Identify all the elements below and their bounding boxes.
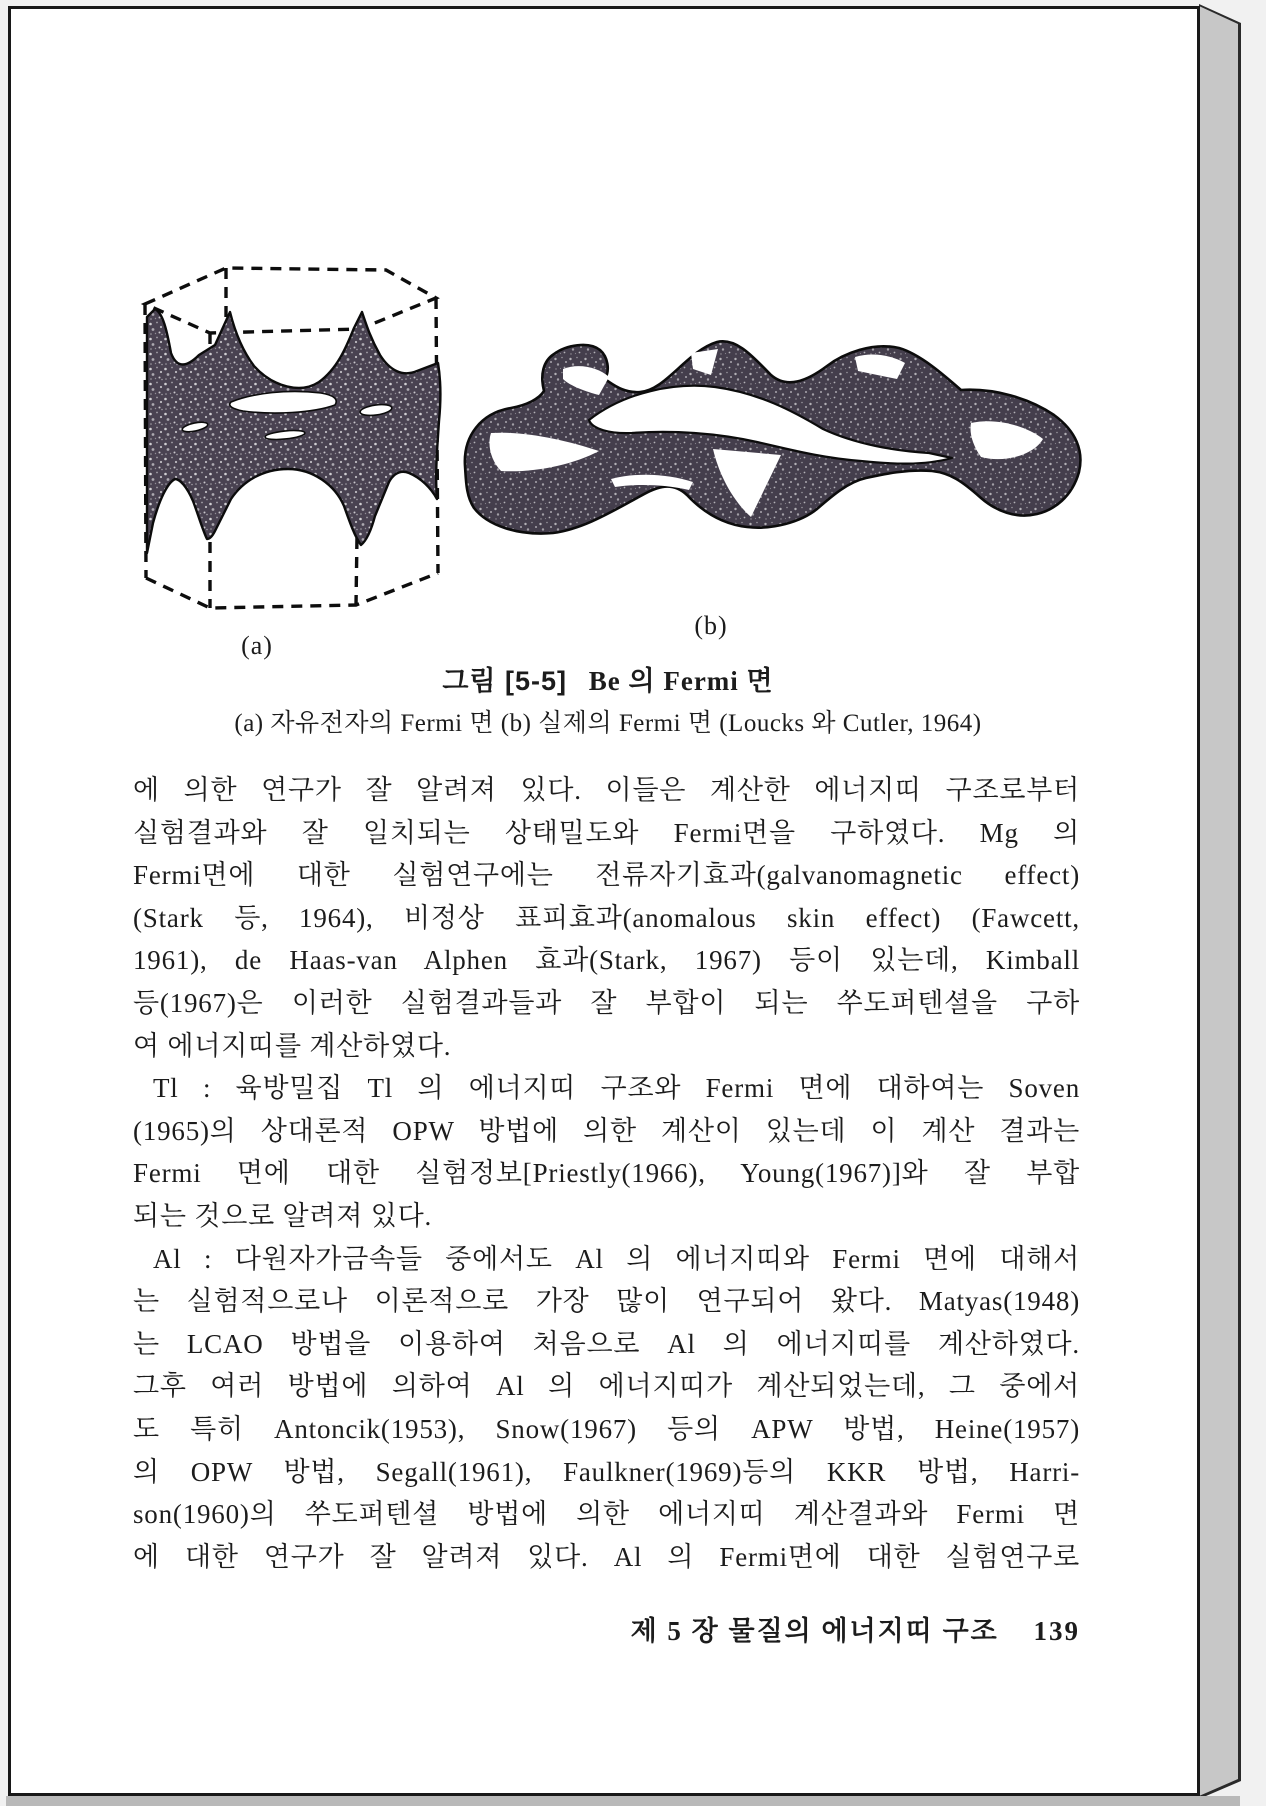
footer-chapter-title: 제 5 장 물질의 에너지띠 구조 xyxy=(630,1616,999,1646)
text-line: 1961), de Haas-van Alphen 효과(Stark, 1967) 등이 있는데, Kimball xyxy=(133,945,1080,976)
figure-caption xyxy=(133,659,1083,698)
text-line: son(1960)의 쑤도퍼텐셜 방법에 의한 에너지띠 계산결과와 Fermi 면 xyxy=(133,1499,1080,1530)
text-line: 는 실험적으로나 이론적으로 가장 많이 연구되어 왔다. Matyas(1948) xyxy=(133,1286,1080,1317)
page-number: 139 xyxy=(1033,1616,1080,1646)
text-line: 에 의한 연구가 잘 알려져 있다. 이들은 계산한 에너지띠 구조로부터 xyxy=(133,775,1080,805)
page-footer xyxy=(133,1609,1080,1648)
text-line: 실험결과와 잘 일치되는 상태밀도와 Fermi면을 구하였다. Mg 의 xyxy=(133,817,1080,848)
text-line: Tl : 육방밀집 Tl 의 에너지띠 구조와 Fermi 면에 대하여는 Soven xyxy=(153,1073,1080,1104)
text-line: 그후 여러 방법에 의하여 Al 의 에너지띠가 계산되었는데, 그 중에서 xyxy=(133,1371,1080,1402)
page-edge-right xyxy=(1199,6,1238,1796)
page-sheet xyxy=(8,6,1200,1796)
fermi-surface-ring xyxy=(465,341,1081,533)
fermi-surface-coronet xyxy=(147,309,440,553)
figure-a-label: (a) xyxy=(241,631,273,660)
text-line: 는 LCAO 방법을 이용하여 처음으로 Al 의 에너지띠를 계산하였다. xyxy=(133,1328,1080,1359)
text-line: (1965)의 상대론적 OPW 방법에 의한 계산이 있는데 이 계산 결과는 xyxy=(133,1115,1080,1146)
figure-number: 그림 [5-5] xyxy=(442,666,568,696)
page-edge-bottom xyxy=(6,1796,1240,1806)
text-line: (Stark 등, 1964), 비정상 표피효과(anomalous skin effect) (Fawcett, xyxy=(133,902,1080,933)
text-line: 되는 것으로 알려져 있다. xyxy=(133,1200,433,1231)
text-line: Fermi 면에 대한 실험정보[Priestly(1966), Young(1967)]와 잘 부합 xyxy=(133,1158,1080,1189)
text-line: 여 에너지띠를 계산하였다. xyxy=(133,1030,452,1061)
text-line: 의 OPW 방법, Segall(1961), Faulkner(1969)등의 KKR 방법, Harri- xyxy=(133,1456,1080,1487)
text-line: Fermi면에 대한 실험연구에는 전류자기효과(galvanomagnetic effect) xyxy=(133,860,1080,891)
figure-b-label: (b) xyxy=(694,611,728,640)
text-line: 등(1967)은 이러한 실험결과들과 잘 부합이 되는 쑤도퍼텐셜을 구하 xyxy=(133,987,1080,1018)
body-text-block xyxy=(133,769,1080,1578)
figure-b-real-fermi-surface xyxy=(403,281,1093,553)
text-line: 도 특히 Antoncik(1953), Snow(1967) 등의 APW 방법, Heine(1957) xyxy=(133,1413,1080,1444)
text-line: Al : 다원자가금속들 중에서도 Al 의 에너지띠와 Fermi 면에 대해서 xyxy=(153,1243,1080,1274)
figure-subcaption: (a) 자유전자의 Fermi 면 (b) 실제의 Fermi 면 (Loucks 와 Cutler, 1964) xyxy=(234,710,982,737)
text-line: 에 대한 연구가 잘 알려져 있다. Al 의 Fermi면에 대한 실험연구로 xyxy=(133,1541,1080,1572)
figure-title: Be 의 Fermi 면 xyxy=(588,666,774,696)
